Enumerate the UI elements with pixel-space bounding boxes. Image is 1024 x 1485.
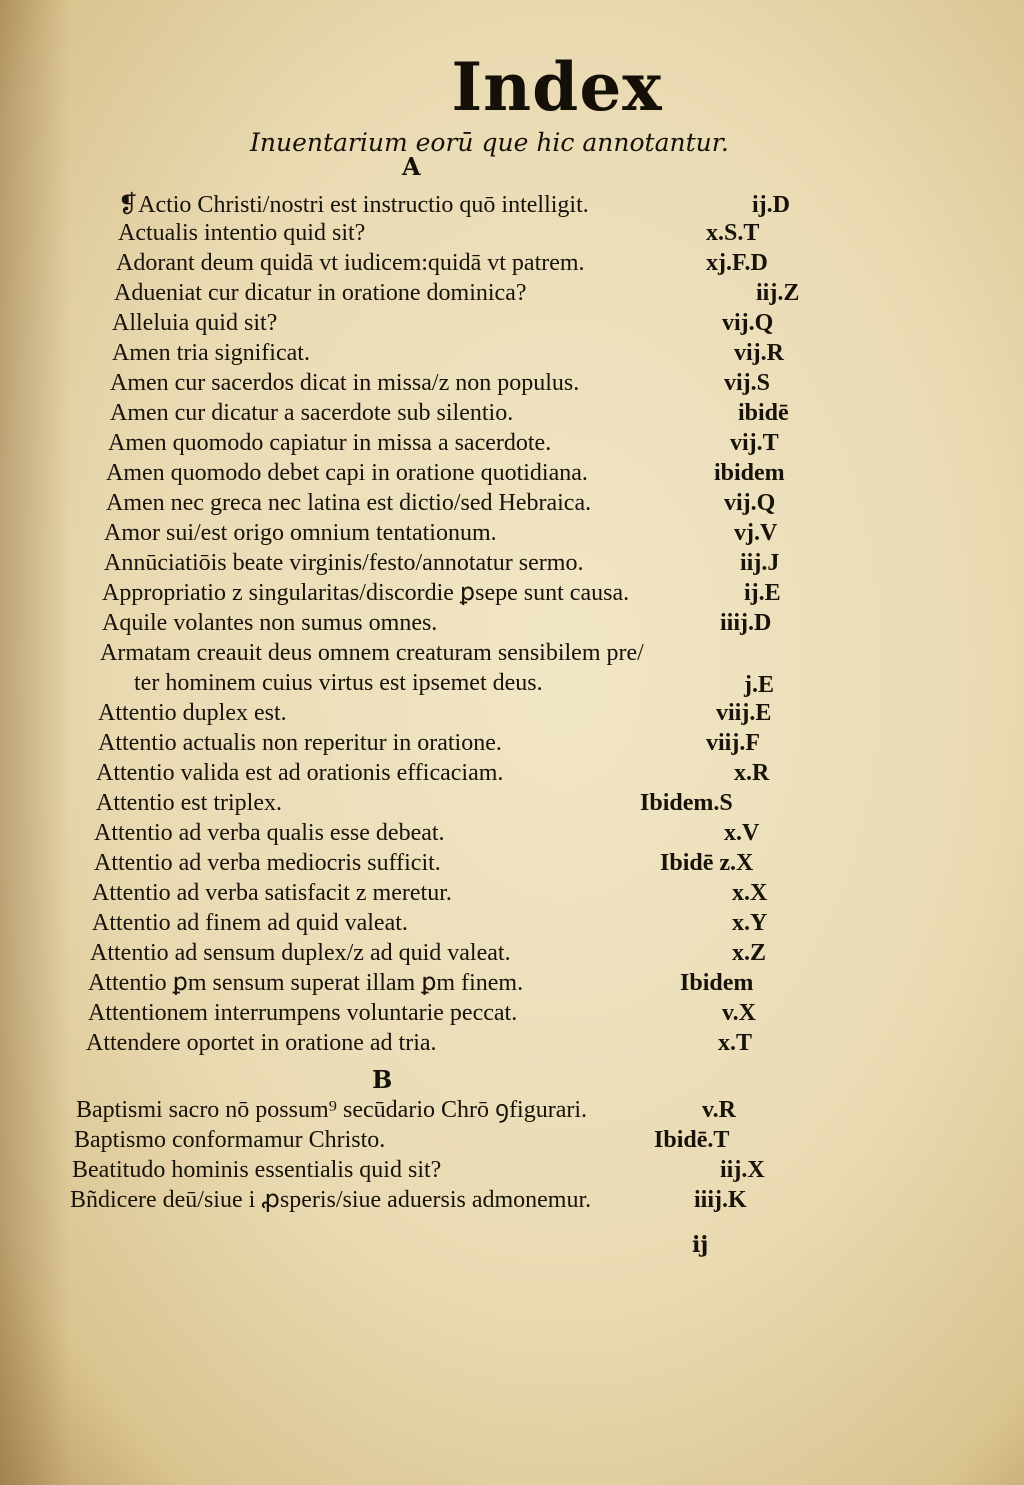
entry-text: Bñdicere deū/siue i ꝓsperis/siue aduersis admonemur. [70, 1187, 592, 1213]
index-entry [90, 938, 960, 968]
entry-text: Actualis intentio quid sit? [118, 220, 366, 246]
entry-text: Beatitudo hominis essentialis quid sit? [72, 1157, 442, 1183]
entry-text: Attentionem interrumpens voluntarie peccat. [88, 1000, 518, 1026]
entry-text: Baptismo conformamur Christo. [74, 1127, 386, 1153]
entry-text: Attentio duplex est. [98, 700, 287, 726]
entry-text: Attentio ꝑm sensum superat illam ꝑm finem. [88, 970, 524, 996]
entry-text: Attentio valida est ad orationis efficaciam. [96, 760, 504, 786]
entry-folio-reference: vij.Q [724, 490, 776, 516]
entry-folio-reference: xj.F.D [706, 250, 768, 276]
index-entry [94, 818, 960, 848]
entry-text: Amen cur dicatur a sacerdote sub silentio. [110, 400, 514, 426]
entry-folio-reference: x.X [732, 880, 768, 906]
entry-text: Amen cur sacerdos dicat in missa/z non populus. [110, 370, 580, 396]
index-entry [116, 248, 960, 278]
index-entry [76, 1095, 960, 1125]
index-entry [118, 218, 960, 248]
index-entry [70, 1185, 960, 1215]
section-heading-b: B [372, 1065, 393, 1094]
index-entry [102, 608, 960, 638]
entry-folio-reference: viij.F [706, 730, 760, 756]
entry-folio-reference: x.R [734, 760, 770, 786]
index-entry [96, 758, 960, 788]
index-entry [96, 788, 960, 818]
entry-folio-reference: vj.V [734, 520, 778, 546]
entry-text: Attentio ad sensum duplex/z ad quid valeat. [90, 940, 511, 966]
entry-folio-reference: iiij.D [720, 610, 772, 636]
entry-text: Amor sui/est origo omnium tentationum. [104, 520, 497, 546]
index-entry [88, 998, 960, 1028]
entry-folio-reference: Ibidem [680, 970, 754, 996]
entry-text: Attentio ad verba mediocris sufficit. [94, 850, 441, 876]
entry-folio-reference: iij.X [720, 1157, 765, 1183]
entry-folio-reference: x.T [718, 1030, 753, 1056]
entry-folio-reference: v.X [722, 1000, 757, 1026]
entry-text: Attentio ad verba qualis esse debeat. [94, 820, 445, 846]
index-entry [102, 578, 960, 608]
index-entry [92, 908, 960, 938]
entry-text: Attentio est triplex. [96, 790, 282, 816]
index-entry [110, 398, 960, 428]
entry-folio-reference: x.Y [732, 910, 768, 936]
entry-folio-reference: vij.Q [722, 310, 774, 336]
entry-folio-reference: ij.D [752, 192, 790, 218]
entry-folio-reference: Ibidē.T [654, 1127, 730, 1153]
index-entry [106, 488, 960, 518]
index-entry [114, 278, 960, 308]
index-entry [104, 518, 960, 548]
entry-folio-reference: v.R [702, 1097, 737, 1123]
entry-folio-reference: j.E [744, 672, 774, 698]
entry-text: Armatam creauit deus omnem creaturam sensibilem pre/ [100, 640, 644, 666]
index-entry [100, 638, 960, 668]
index-entry [118, 190, 960, 220]
entry-text: Attentio ad verba satisfacit z meretur. [92, 880, 452, 906]
entry-folio-reference: x.S.T [706, 220, 760, 246]
entry-folio-reference: iiij.K [694, 1187, 747, 1213]
index-entry [86, 1028, 960, 1058]
index-entry [112, 308, 960, 338]
index-entry [94, 848, 960, 878]
entry-text: Alleluia quid sit? [112, 310, 278, 336]
entry-text: Amen quomodo capiatur in missa a sacerdote. [108, 430, 552, 456]
entry-folio-reference: Ibidem.S [640, 790, 733, 816]
index-entry [74, 1125, 960, 1155]
entry-text: Appropriatio z singularitas/discordie ꝑsepe sunt causa. [102, 580, 630, 606]
entry-text: Attentio ad finem ad quid valeat. [92, 910, 408, 936]
index-entry [106, 458, 960, 488]
index-entry [110, 368, 960, 398]
entry-text: Attentio actualis non reperitur in oratione. [98, 730, 502, 756]
entry-text: Attendere oportet in oratione ad tria. [86, 1030, 437, 1056]
page-subtitle: Inuentarium eorū que hic annotantur. [250, 128, 729, 157]
index-entry [92, 878, 960, 908]
entry-folio-reference: Ibidē z.X [660, 850, 754, 876]
signature-mark: ij [692, 1232, 709, 1258]
entry-folio-reference: ibidē [738, 400, 789, 426]
entry-text: Annūciatiōis beate virginis/festo/annotatur sermo. [104, 550, 584, 576]
entry-text: Aquile volantes non sumus omnes. [102, 610, 438, 636]
entry-folio-reference: ij.E [744, 580, 781, 606]
entry-folio-reference: iij.J [740, 550, 780, 576]
index-entry [108, 428, 960, 458]
index-entry [88, 968, 960, 998]
entry-folio-reference: x.V [724, 820, 760, 846]
entry-text: Amen nec greca nec latina est dictio/sed Hebraica. [106, 490, 592, 516]
page-title: Index [451, 48, 663, 126]
entry-folio-reference: vij.R [734, 340, 784, 366]
index-entry [112, 338, 960, 368]
entry-folio-reference: iij.Z [756, 280, 800, 306]
entry-text: Baptismi sacro nō possum⁹ secūdario Chrō ꝯfigurari. [76, 1097, 588, 1123]
entry-text: Adorant deum quidā vt iudicem:quidā vt patrem. [116, 250, 585, 276]
index-entry [98, 698, 960, 728]
entry-folio-reference: ibidem [714, 460, 785, 486]
entry-folio-reference: viij.E [716, 700, 772, 726]
entry-folio-reference: vij.T [730, 430, 779, 456]
entry-text: ❡Actio Christi/nostri est instructio quō intelligit. [118, 192, 589, 218]
entry-text: Amen quomodo debet capi in oratione quotidiana. [106, 460, 588, 486]
index-entry [72, 1155, 960, 1185]
entry-text: Adueniat cur dicatur in oratione dominica? [114, 280, 527, 306]
entry-folio-reference: x.Z [732, 940, 767, 966]
section-heading-a: A [402, 152, 421, 181]
entry-text: Amen tria significat. [112, 340, 310, 366]
index-entry [104, 548, 960, 578]
entry-continuation: ter hominem cuius virtus est ipsemet deus. [134, 670, 543, 696]
index-entry [98, 728, 960, 758]
entry-folio-reference: vij.S [724, 370, 771, 396]
